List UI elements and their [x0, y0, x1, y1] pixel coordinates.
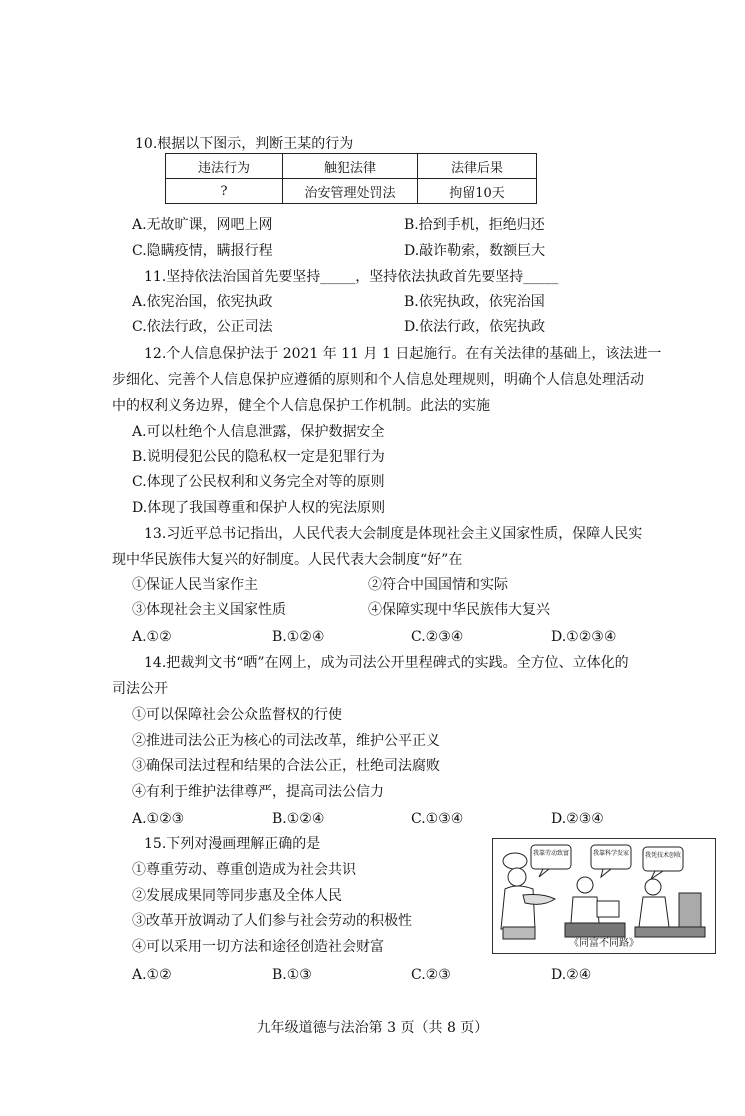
q12-option-d: D.体现了我国尊重和保护人权的宪法原则: [132, 500, 386, 516]
q15-cartoon: [492, 838, 716, 954]
q12-option-c: C.体现了公民权利和义务完全对等的原则: [132, 474, 385, 490]
q12-stem-line1: 12.个人信息保护法于 2021 年 11 月 1 日起施行。在有关法律的基础上，该法进一: [144, 346, 662, 362]
q15-option-a: A.①②: [132, 967, 172, 983]
q10-option-c: C.隐瞒疫情，瞒报行程: [132, 243, 273, 259]
q14-item-1: ①可以保障社会公众监督权的行使: [132, 707, 342, 723]
q12-stem-line2: 步细化、完善个人信息保护应遵循的原则和个人信息处理规则，明确个人信息处理活动: [112, 372, 644, 388]
q10-option-b: B.拾到手机，拒绝归还: [404, 217, 545, 233]
q15-item-2: ②发展成果同等同步惠及全体人民: [132, 888, 342, 904]
q15-option-c: C.②③: [411, 967, 451, 983]
q13-option-c: C.②③④: [411, 629, 464, 645]
q11-option-a: A.依宪治国，依宪执政: [132, 294, 273, 310]
table-header-cell: 法律后果: [418, 154, 537, 179]
q15-option-d: D.②④: [551, 967, 592, 983]
q13-stem-line1: 13.习近平总书记指出，人民代表大会制度是体现社会主义国家性质，保障人民实: [144, 526, 643, 542]
q14-option-b: B.①②④: [272, 811, 325, 827]
q11-option-d: D.依法行政，依宪执政: [404, 319, 546, 335]
q14-option-a: A.①②③: [132, 811, 185, 827]
q15-option-b: B.①③: [272, 967, 312, 983]
q14-option-d: D.②③④: [551, 811, 604, 827]
table-header-cell: 触犯法律: [283, 154, 418, 179]
q15-item-4: ④可以采用一切方法和途径创造社会财富: [132, 939, 384, 955]
table-header-row: [166, 154, 537, 179]
table-cell: 治安管理处罚法: [283, 179, 418, 204]
q13-item-2: ②符合中国国情和实际: [368, 577, 508, 593]
table-header-cell: 违法行为: [166, 154, 283, 179]
q13-item-4: ④保障实现中华民族伟大复兴: [368, 602, 550, 618]
q13-option-d: D.①②③④: [551, 629, 617, 645]
q14-item-2: ②推进司法公正为核心的司法改革，维护公平正义: [132, 733, 440, 749]
q11-option-c: C.依法行政，公正司法: [132, 319, 273, 335]
page-footer: 九年级道德与法治第 3 页（共 8 页）: [256, 1020, 489, 1036]
q13-item-1: ①保证人民当家作主: [132, 577, 258, 593]
q12-option-a: A.可以杜绝个人信息泄露，保护数据安全: [132, 424, 385, 440]
table-cell: 拘留10天: [418, 179, 537, 204]
q14-stem-line2: 司法公开: [112, 681, 168, 697]
table-cell: ?: [166, 179, 283, 204]
cartoon-caption: 《同富不同路》: [569, 938, 639, 949]
q11-stem: 11.坚持依法治国首先要坚持_____，坚持依法执政首先要坚持_____: [144, 269, 559, 285]
q10-option-a: A.无故旷课，网吧上网: [132, 217, 273, 233]
q12-option-b: B.说明侵犯公民的隐私权一定是犯罪行为: [132, 449, 385, 465]
q15-item-1: ①尊重劳动、尊重创造成为社会共识: [132, 862, 356, 878]
cartoon-bubble-1: 我靠劳动致富: [532, 850, 570, 857]
q13-option-b: B.①②④: [272, 629, 325, 645]
q10-table: [165, 153, 537, 204]
table-row: [166, 179, 537, 204]
q13-option-a: A.①②: [132, 629, 172, 645]
q15-stem: 15.下列对漫画理解正确的是: [144, 836, 321, 852]
q14-item-4: ④有利于维护法律尊严，提高司法公信力: [132, 784, 384, 800]
q14-item-3: ③确保司法过程和结果的合法公正，杜绝司法腐败: [132, 758, 440, 774]
cartoon-bubble-2: 我靠科学发家: [592, 850, 630, 857]
q10-stem: 10.根据以下图示，判断王某的行为: [135, 136, 354, 152]
q13-stem-line2: 现中华民族伟大复兴的好制度。人民代表大会制度“好”在: [112, 552, 463, 568]
q15-item-3: ③改革开放调动了人们参与社会劳动的积极性: [132, 913, 412, 929]
cartoon-bubble-3: 我凭技术创收: [644, 852, 682, 859]
q10-option-d: D.敲诈勒索，数额巨大: [404, 243, 546, 259]
q14-stem-line1: 14.把裁判文书“晒”在网上，成为司法公开里程碑式的实践。全方位、立体化的: [144, 655, 629, 671]
q11-option-b: B.依宪执政，依宪治国: [404, 294, 545, 310]
q14-option-c: C.①③④: [411, 811, 464, 827]
q12-stem-line3: 中的权利义务边界，健全个人信息保护工作机制。此法的实施: [112, 398, 490, 414]
q13-item-3: ③体现社会主义国家性质: [132, 602, 286, 618]
